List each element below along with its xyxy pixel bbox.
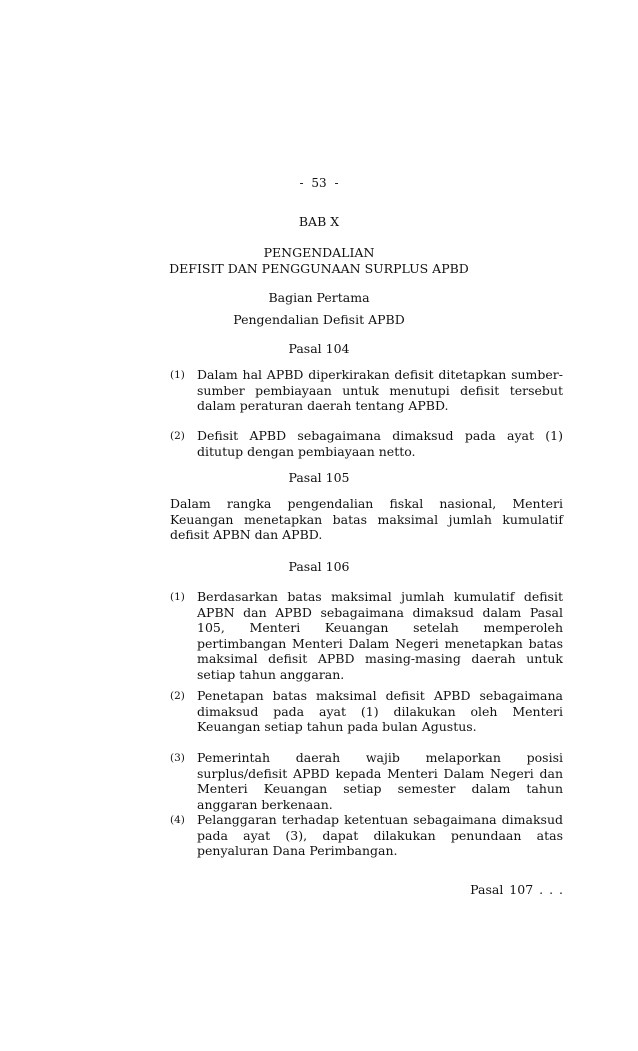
pasal-104-ayat-1	[170, 367, 563, 414]
ayat-number: (1)	[170, 369, 185, 381]
pasal-104-ayat-2	[170, 428, 563, 459]
ayat-text: Pemerintah daerah wajib melaporkan posisi surplus/defisit APBD kepada Menteri Dalam Negeri dan Menteri Keuangan setiap semester dalam tahun anggaran berkenaan.	[197, 750, 563, 812]
ayat-number: (1)	[170, 591, 185, 603]
page-number: - 53 -	[299, 176, 339, 190]
pasal-106-ayat-4	[170, 812, 563, 859]
chapter-number: BAB X	[298, 214, 340, 229]
catchword-next-page: Pasal 107 . . .	[470, 882, 563, 897]
ayat-number: (2)	[170, 430, 185, 442]
pasal-106-ayat-1	[170, 589, 563, 682]
ayat-text: Dalam hal APBD diperkirakan defisit ditetapkan sumber-sumber pembiayaan untuk menutupi defisit tersebut dalam peraturan daerah tentang APBD.	[197, 367, 563, 413]
ayat-number: (3)	[170, 752, 185, 764]
ayat-number: (4)	[170, 814, 185, 826]
ayat-text: Pelanggaran terhadap ketentuan sebagaimana dimaksud pada ayat (3), dapat dilakukan penundaan atas penyaluran Dana Perimbangan.	[197, 812, 563, 858]
chapter-title-line-1: PENGENDALIAN	[263, 245, 375, 260]
ayat-text: Penetapan batas maksimal defisit APBD sebagaimana dimaksud pada ayat (1) dilakukan oleh Menteri Keuangan setiap tahun pada bulan Agustus.	[197, 688, 563, 734]
section-label: Bagian Pertama	[268, 290, 370, 305]
ayat-number: (2)	[170, 690, 185, 702]
section-title: Pengendalian Defisit APBD	[233, 312, 405, 327]
pasal-106-heading: Pasal 106	[288, 559, 350, 574]
ayat-text: Berdasarkan batas maksimal jumlah kumulatif defisit APBN dan APBD sebagaimana dimaksud dalam Pasal 105, Menteri Keuangan setelah memperoleh pertimbangan Menteri Dalam Negeri menetapkan batas maksimal defisit APBD masing-masing daerah untuk setiap tahun anggaran.	[197, 589, 563, 682]
pasal-105-text: Dalam rangka pengendalian fiskal nasional, Menteri Keuangan menetapkan batas maksimal jumlah kumulatif defisit APBN dan APBD.	[170, 496, 563, 542]
pasal-105-heading: Pasal 105	[288, 470, 350, 485]
pasal-104-heading: Pasal 104	[288, 341, 350, 356]
ayat-text: Defisit APBD sebagaimana dimaksud pada ayat (1) ditutup dengan pembiayaan netto.	[197, 428, 563, 459]
chapter-title-line-2: DEFISIT DAN PENGGUNAAN SURPLUS APBD	[169, 261, 469, 276]
pasal-106-ayat-2	[170, 688, 563, 735]
chapter-title	[0, 245, 638, 277]
pasal-106-ayat-3	[170, 750, 563, 812]
